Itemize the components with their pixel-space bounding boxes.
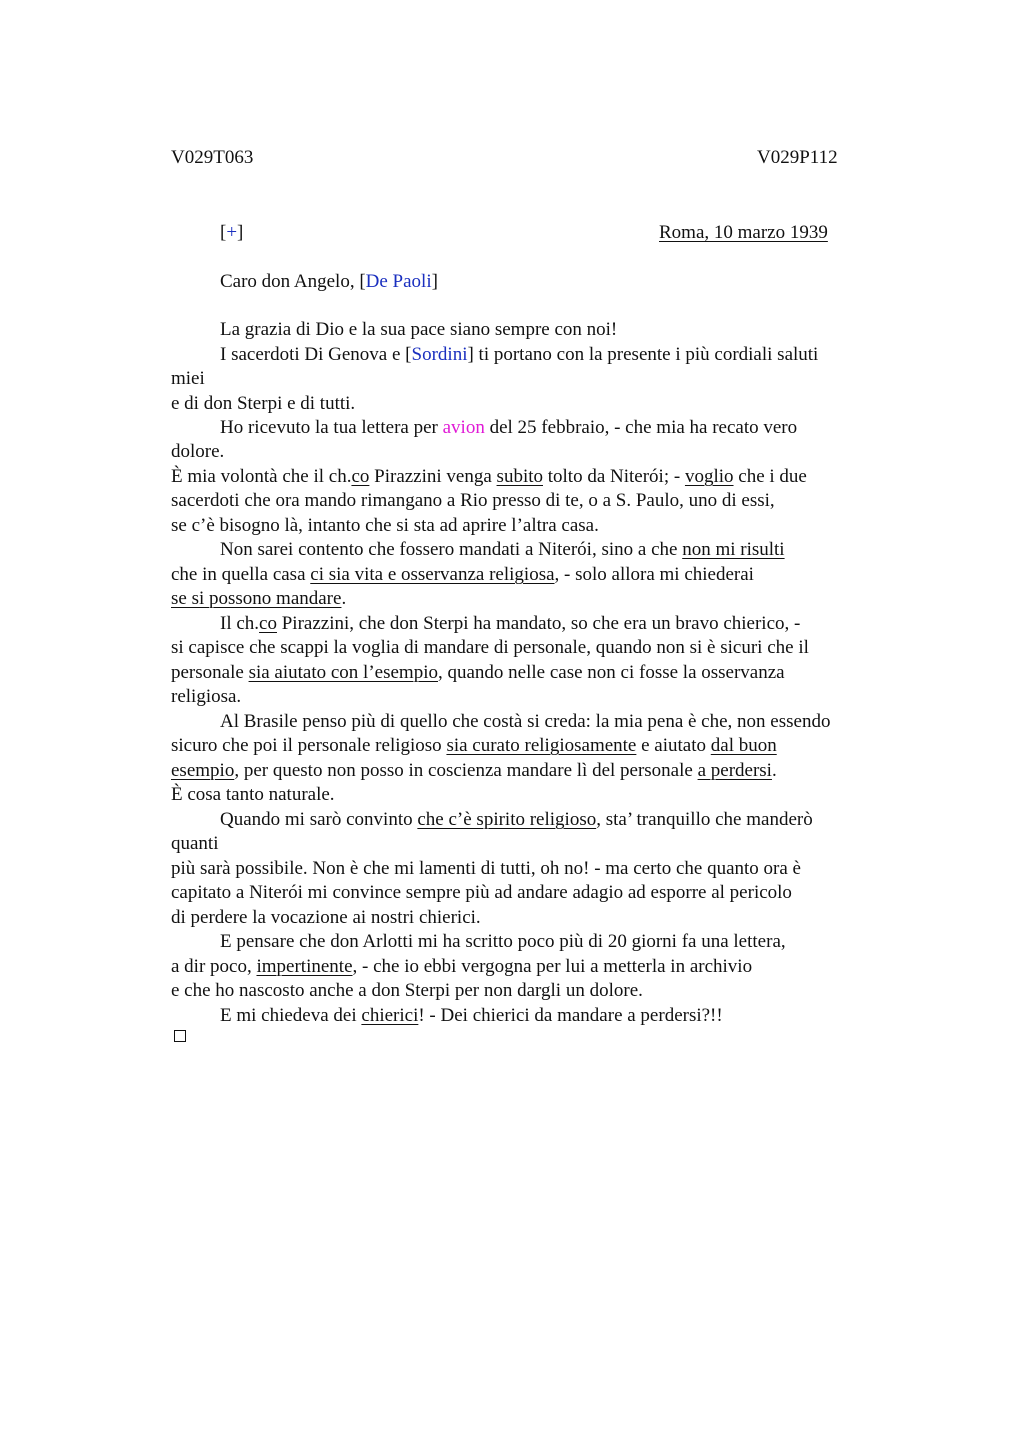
document-code-left: V029T063 [171, 147, 254, 168]
body-line: Al Brasile penso più di quello che costà si creda: la mia pena è che, non essendo [220, 711, 831, 732]
body-line: E pensare che don Arlotti mi ha scritto poco più di 20 giorni fa una lettera, [220, 931, 786, 952]
body-line: sacerdoti che ora mando rimangano a Rio presso di te, o a S. Paulo, uno di essi, [171, 490, 775, 511]
body-line: a dir poco, impertinente, - che io ebbi vergogna per lui a metterla in archivio [171, 956, 753, 977]
body-line: personale sia aiutato con l’esempio, quando nelle case non ci fosse la osservanza [171, 662, 785, 683]
body-line: e che ho nascosto anche a don Sterpi per non dargli un dolore. [171, 980, 643, 1001]
body-line: E mi chiedeva dei chierici! - Dei chierici da mandare a perdersi?!! [220, 1005, 723, 1026]
body-line: È cosa tanto naturale. [171, 784, 335, 805]
body-line: quanti [171, 833, 219, 854]
salutation: Caro don Angelo, [De Paoli] [220, 271, 438, 292]
body-line: esempio, per questo non posso in coscienza mandare lì del personale a perdersi. [171, 760, 777, 781]
cross-mark: [+] [220, 222, 244, 243]
body-line: Quando mi sarò convinto che c’è spirito religioso, sta’ tranquillo che manderò [220, 809, 813, 830]
highlighted-word: avion [442, 417, 485, 438]
body-line: miei [171, 368, 205, 389]
recipient-name: De Paoli [365, 271, 432, 292]
document-code-right: V029P112 [757, 147, 838, 168]
body-line: si capisce che scappi la voglia di mandare di personale, quando non si è sicuri che il [171, 637, 809, 658]
body-line: più sarà possibile. Non è che mi lamenti di tutti, oh no! - ma certo che quanto ora è [171, 858, 801, 879]
body-line: religiosa. [171, 686, 242, 707]
body-line: che in quella casa ci sia vita e osservanza religiosa, - solo allora mi chiederai [171, 564, 754, 585]
body-line: È mia volontà che il ch.co Pirazzini venga subito tolto da Niterói; - voglio che i due [171, 466, 807, 487]
body-line: se si possono mandare. [171, 588, 347, 609]
body-line: se c’è bisogno là, intanto che si sta ad aprire l’altra casa. [171, 515, 599, 536]
body-line: dolore. [171, 441, 225, 462]
place-date: Roma, 10 marzo 1939 [659, 222, 828, 243]
body-line: Non sarei contento che fossero mandati a Niterói, sino a che non mi risulti [220, 539, 785, 560]
body-line: Il ch.co Pirazzini, che don Sterpi ha mandato, so che era un bravo chierico, - [220, 613, 801, 634]
body-line: Ho ricevuto la tua lettera per avion del 25 febbraio, - che mia ha recato vero [220, 417, 798, 438]
body-line: La grazia di Dio e la sua pace siano sempre con noi! [220, 319, 618, 340]
annotated-name: Sordini [411, 344, 468, 365]
body-line: I sacerdoti Di Genova e [Sordini] ti portano con la presente i più cordiali saluti [220, 344, 819, 365]
body-line: sicuro che poi il personale religioso sia curato religiosamente e aiutato dal buon [171, 735, 777, 756]
body-line: capitato a Niterói mi convince sempre più ad andare adagio ad esporre al pericolo [171, 882, 792, 903]
body-line: di perdere la vocazione ai nostri chierici. [171, 907, 481, 928]
end-marker-box [174, 1030, 186, 1042]
body-line: e di don Sterpi e di tutti. [171, 393, 356, 414]
cross-symbol: + [226, 222, 238, 243]
